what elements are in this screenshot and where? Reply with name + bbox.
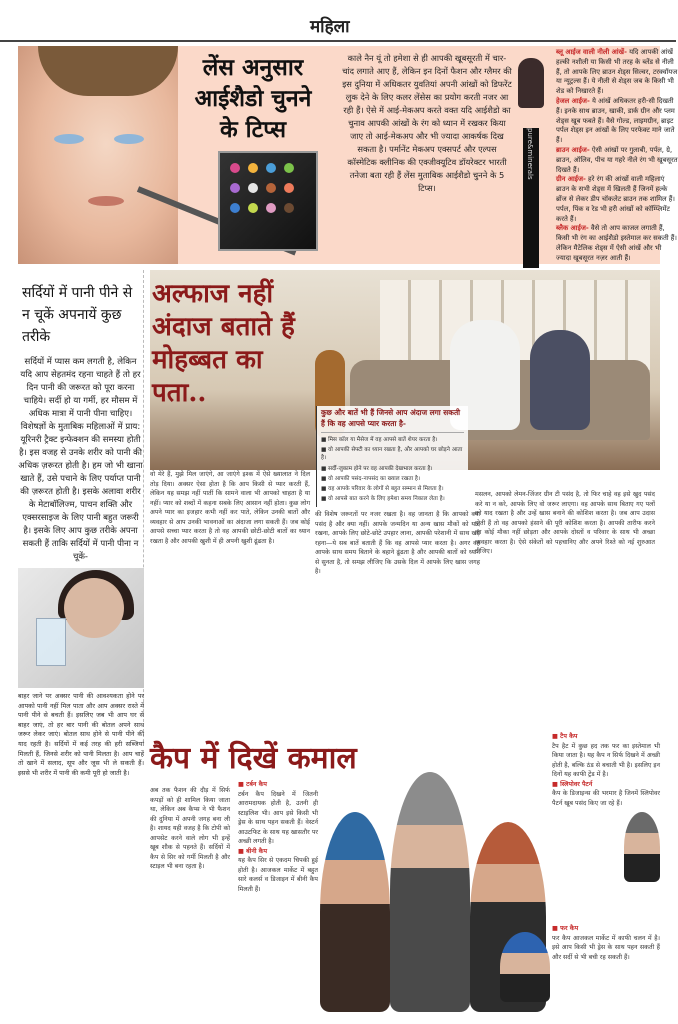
tip-item: ब्लैक आईज- वैसे तो आप काजल लगाती हैं, किसी भी रंग का आईशैडो इस्तेमाल कर सकती हैं। लेकिन मैटेलिक शेड्स में ऐसी आंखें और भी ज्यादा खूबसूरत नज़र आती हैं। [556,224,677,262]
tip-item: ग्रीन आईज- हरे रंग की आंखों वाली महिलाएं ब्राउन के सभी शेड्स में खिलती हैं जिनमें हल्के ब्रोंज से लेकर डीप चॉकलेट ब्राउन तक शामिल हैं। पर्पल, पिंक व रेड भी हरी आंखों को कॉम्प्लिमेंट करते हैं। [556,175,675,223]
model-turban-cap [320,812,390,1012]
paragraph: फर कैप आजकल मार्केट में काफी चलन में है। इसे आप किसी भी ड्रेस के साथ पहन सकती हैं और सर्दी से भी बची रह सकती हैं। [552,934,660,961]
bullet-item: ■ मिस कॉल या मैसेज में वह आपसे बातें शेयर करता है। [321,437,438,443]
love-article [150,270,660,730]
water-heading: सर्दियों में पानी पीने से न चूकें अपनायें कुछ तरीके [22,285,133,345]
palette-swatch [266,163,276,173]
model-beanie-cap [390,772,470,1012]
water-lead: सर्दियों में प्यास कम लगती है, लेकिन यदि आप सेहतमंद रहना चाहते हैं तो हर दिन पानी की जरूरत को पूरा करना चाहिये। सर्दी हो या गर्मी, हर मौसम में अधिक मात्रा में पानी पीना चाहिए। विशेषज्ञों के मुताबिक महिलाओं में प्राय: यूरिनरी ट्रैक्ट इन्फेक्शन की समस्या होती है। इस वजह से उनके शरीर को पानी की अधिक ज़रूरत होती है। हम जो भी खाना खाते हैं, उसे पचाने के लिए पर्याप्त पानी की ज़रूरत होती है। इसके अलावा शरीर के मेटाबॉलिज्म, पाचन शक्ति और एक्सरसाइज के लिए पानी बहुत जरूरी है। इसके लिए आप कुछ तरीके अपना सकती हैं ताकि सर्दियों में पानी पीना न चूकें- [18,357,143,562]
love-column-1: वो मेरे हैं, मुझे मिल जाएंगे, आ जाएंगे इश्क में ऐसे ख्यालात ने दिल तोड़ दिया। अक्सर ऐसा होता है कि आप किसी से प्यार करती हैं, लेकिन यह समझ नहीं पातीं कि सामने वाला भी आपको चाहता है या नहीं। प्यार को शब्दों में कहना सबके लिए आसान नहीं होता। कुछ लोग अपने प्यार का इजहार कभी नहीं कर पाते, लेकिन उनकी बातों और व्यवहार से आप उनकी भावनाओं का अंदाजा लगा सकती हैं। जब कोई आपसे सच्चा प्यार करता है तो वह आपकी छोटी-छोटी बातों का ध्यान रखता है और आपकी खुशी में ही अपनी खुशी ढूंढता है। [150,471,310,545]
bullet-item: ■ सर्दी-जुकाम होने पर वह आपकी देखभाल करता है। [321,465,433,472]
heading-line: के टिप्स [220,116,286,143]
caps-column-d [552,924,660,1016]
paragraph: टर्बन कैप दिखने में जितनी आरामदायक होती है, उतनी ही स्टाइलिश भी। आप इसे किसी भी ड्रेस के साथ पहन सकती हैं। वेस्टर्न आउटफिट के साथ यह खासतौर पर अच्छी लगती है। [238,790,318,845]
heading-line: पता.. [152,378,207,408]
heading-line: लेंस अनुसार [202,54,304,81]
brush-brand: pure&minerals [526,128,534,180]
eyeshadow-palette-image [218,151,318,251]
lens-article [18,46,678,264]
face [64,578,124,638]
palette-swatch [230,183,240,193]
subheading: ■ बीनी कैप [238,847,268,855]
eye-right [114,134,144,144]
palette-swatch [230,203,240,213]
palette-swatch [248,183,258,193]
caps-column-a: अब तक फैशन की दौड़ में सिर्फ कपड़ों को ही शामिल किया जाता था, लेकिन अब कैप्स ने भी फैशन की दुनिया में अपनी जगह बना ली है। शायद यही वजह है कि टोपी को आपसेट करने वाले लोग भी इन्हें खूब शौक से पहनते हैं। सर्दियों में कैप से सिर को गर्मी मिलती है और स्टाइल भी बना रहता है। [150,787,230,870]
masthead [0,0,676,42]
bullet-item: ■ वो आपकी पसंद-नापसंद का ख्याल रखता है। [321,475,421,482]
eye-color-tips [556,48,678,264]
palette-swatch [284,203,294,213]
model-cap-small [624,812,660,882]
tip-item: हेजल आईज- ये आंखें अधिकतर हरी-सी दिखती हैं। इनके साथ ब्राउन, खाकी, डार्क ग्रीन और प्लम शेड्स खूब फबते हैं। वैसे गोल्ड, लाइमग्रीन, ब्राइट पर्पल शेड्स इन आंखों के लिए परफेक्ट माने जाते हैं। [556,96,675,145]
bullet-item: ■ वह आपके परिवार के लोगों से बहुत सम्मान से मिलता है। [321,486,444,493]
lens-intro: काले नैन यूं तो हमेशा से ही आपकी खूबसूरती में चार-चांद लगाते आए हैं, लेकिन इन दिनों फैशन और ग्लैमर की इस दुनिया में अधिकतर युवतियां अपनी आंखों को डिफरेंट लुक देने के लिए कलर लेंसेस का प्रयोग करती नजर आ रही हैं। ऐसे में आई-मेकअप करते वक्त यदि आईशैडो का चुनाव आपकी आंखों के रंग को ध्यान में रखकर किया जाए तो आई-मेकअप और भी ज्यादा आकर्षक दिख सकता है। पर्मानेंट मेकअप एक्सपर्ट और एल्पस कॉस्मेटिक क्लीनिक की एक्जीक्यूटिव डॉयरेक्टर भारती तनेजा बता रही हैं लेंस मुताबिक आईशैडो चुनने के 5 टिप्स। [342,53,512,193]
paragraph: कैप के डिजाइन्स की भरमार है जिनमें स्लिपोवर पैटर्न खूब पसंद किए जा रहे हैं। [552,790,660,807]
tip-item: ब्लू आईज वाली नीली आंखें- यदि आपकी आंखें हल्की नशीली या किसी भी तरह के ब्लेंड से नीली हैं, तो आपके लिए ब्राउन शेड्स सिल्वर, टरक्वॉयज या न्यूट्रल्स हैं। ये नीली से शेड्स जब के किसी भी शेड को निखारते हैं। [556,48,678,96]
hair [38,46,178,96]
bullet-item: ■ वो आपसे बात करने के लिए हमेशा समय निकाल लेता है। [321,496,445,503]
subheading: ■ फर कैप [552,925,579,932]
bullet-item: ■ वो आपकी सेफ्टी का ध्यान रखता है, और आपको घर छोड़ने आता है। [321,447,463,462]
love-column-3: मसलन, आपको लेमन-जिंजर ग्रीन टी पसंद है, तो फिर चाहे वह इसे खुद पसंद करे या न करे, आपके लिए वो जरूर लाएगा। वह आपके साथ बिताए गए पलों को याद रखता है और उन्हें खास बनाने की कोशिश करता है। जब आप उदास होती हैं तो वह आपको हंसाने की पूरी कोशिश करता है। आपकी तारीफ करने का कोई मौका नहीं छोड़ता और आपके दोस्तों व परिवार के साथ भी अच्छा व्यवहार करता है। ऐसे संकेतों को पहचानिए और अपने रिश्ते को नई शुरुआत दीजिए। [475,491,655,555]
palette-swatch [266,183,276,193]
subheading: ■ टैप कैप [552,733,578,740]
palette-swatch [266,203,276,213]
water-body: बाहर जाने पर अक्सर पानी की आवश्यकता होने पर आपको पानी नहीं मिल पाता और आप अक्सर रास्ते में पानी पीने से बचती हैं। इसलिए जब भी आप घर से बाहर जाएं, तो हर बार पानी की बोतल अपने साथ जरूर लेकर जाएं। बोतल साथ होने से पानी पीने की याद रहती है। सर्दियों में कई तरह की हरी सब्जियां मिलती हैं, जिनसे शरीर को पानी मिलता है। आप चाहें तो खाने में सलाद, सूप और जूस भी ले सकती हैं। इससे भी शरीर में पानी की कमी पूरी हो जाती है। [18,692,144,777]
powder-brush-image [518,58,544,253]
subheading: ■ स्लिपोवर पैटर्न [552,780,593,788]
model-cap-small [500,932,550,1002]
heading-line: मोहब्बत का [152,345,263,375]
caps-article [150,732,660,1020]
palette-swatch [284,163,294,173]
love-heading [152,278,352,410]
box-heading: कुछ और बातें भी हैं जिनसे आप अंदाज लगा सकती हैं कि वह आपसे प्यार करता है- [321,408,464,433]
paragraph: टैप हैट में कुछ हद तक फर का इस्तेमाल भी किया जाता है। यह कैप न सिर्फ दिखने में अच्छी होती है, बल्कि ठंड से बचाती भी है। इसलिए इन दिनों यह काफी ट्रेंड में है। [552,742,660,778]
love-signs-box [316,406,468,507]
palette-swatch [284,183,294,193]
person-woman [530,330,590,430]
heading-line: अल्फाज नहीं [152,279,274,309]
palette-swatch [248,163,258,173]
woman-drinking-water-image [18,568,144,688]
palette-swatch [230,163,240,173]
model-face-image [18,46,178,264]
eye-left [54,134,84,144]
lips [88,196,124,206]
heading-line: आईशैडो चुनने [194,85,312,112]
lens-heading [158,52,348,145]
brush-head [518,58,544,108]
caps-column-b [238,780,318,1016]
love-column-2: की विशेष जरूरतों पर नजर रखता है। वह जानता है कि आपको क्या पसंद है और क्या नहीं। आपके जन्मदिन या अन्य खास मौकों को याद रखना, आपके लिए छोटे-छोटे उपहार लाना, आपकी परेशानी में साथ खड़े रहना—ये सब बातें बताती हैं कि वह आपसे प्यार करता है। अगर वह आपके साथ समय बिताने के बहाने ढूंढता है और आपकी बातों को ध्यान से सुनता है, तो समझ लीजिए कि उसके दिल में आपके लिए खास जगह है। [315,511,480,575]
subheading: ■ टर्बन कैप [238,781,268,788]
caps-heading: कैप में दिखें कमाल [150,741,357,776]
paragraph: यह कैप सिर से एकदम चिपकी हुई होती है। आजकल मार्केट में बहुत सारे कलर्स व डिजाइन में बीनी कैप मिलती हैं। [238,857,318,893]
water-article [18,270,144,777]
brush-handle [523,128,539,268]
heading-line: अंदाज बताते हैं [152,312,295,342]
tip-item: ब्राउन आईज- ऐसी आंखों पर गुलाबी, पर्पल, ग्रे, ब्राउन, ऑलिव, पीच या गहरे नीले रंग भी खूबसूरत दिखते हैं। [556,145,678,174]
palette-swatch [248,203,258,213]
glass-of-water [36,618,66,666]
section-title: महिला [310,17,350,37]
